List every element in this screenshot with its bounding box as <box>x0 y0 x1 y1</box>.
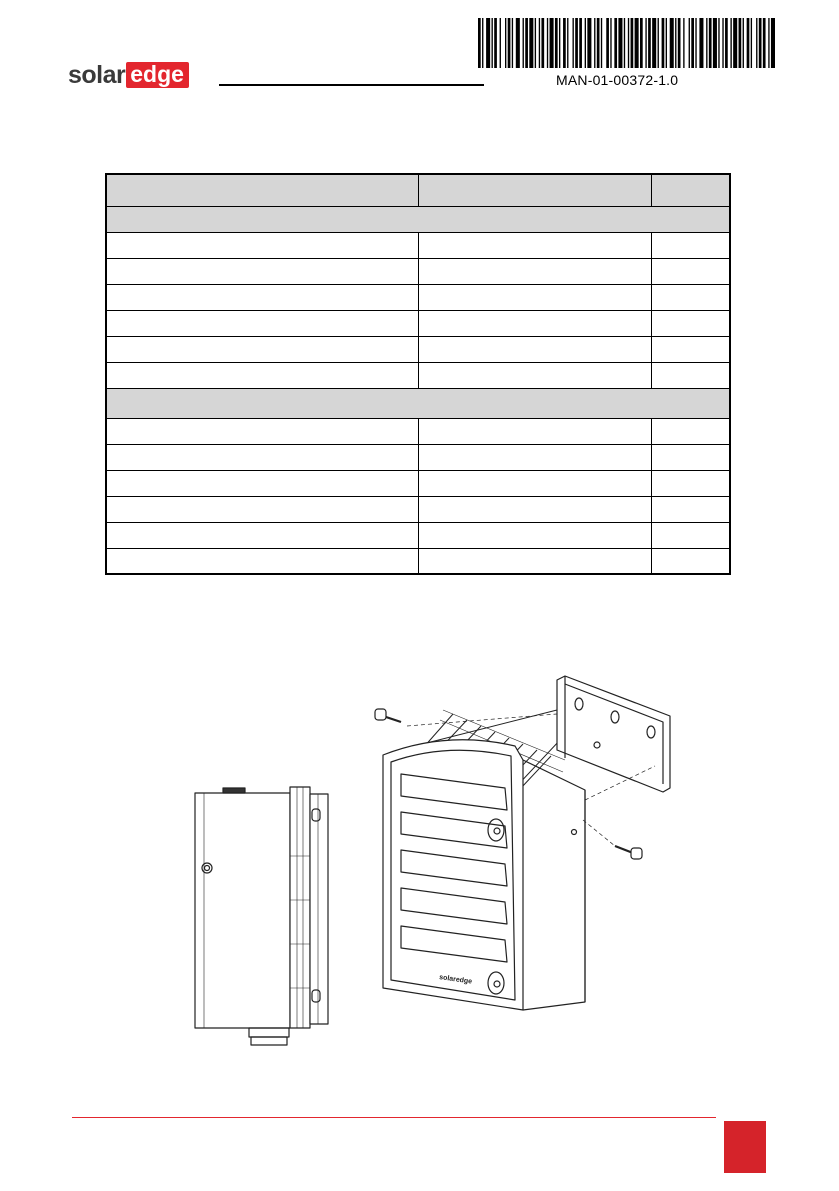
table-cell <box>106 284 418 310</box>
table-cell <box>418 310 651 336</box>
table-cell <box>651 496 730 522</box>
table-row <box>106 336 730 362</box>
barcode-bar <box>713 18 717 68</box>
barcode-bar <box>768 18 769 68</box>
barcode-bar <box>594 18 595 68</box>
table-cell <box>651 258 730 284</box>
barcode-bar <box>689 18 690 68</box>
barcode-bar <box>666 18 667 68</box>
table-cell <box>418 444 651 470</box>
barcode-bar <box>523 18 524 68</box>
barcode-bar <box>486 18 490 68</box>
barcode-bar <box>505 18 506 68</box>
table-row <box>106 418 730 444</box>
enclosure-logo-text: solaredge <box>438 974 473 986</box>
barcode-bar <box>585 18 586 68</box>
table-cell <box>651 310 730 336</box>
barcode-bar <box>563 18 566 68</box>
table-cell <box>651 470 730 496</box>
mounting-bracket-drawing <box>557 676 670 792</box>
section-title <box>106 388 730 418</box>
barcode-bar <box>699 18 703 68</box>
barcode-bar <box>635 18 639 68</box>
table-row <box>106 522 730 548</box>
barcode-bar <box>730 18 731 68</box>
barcode <box>478 18 776 68</box>
barcode-bar <box>541 18 544 68</box>
barcode-bar <box>529 18 533 68</box>
barcode-bar <box>652 18 656 68</box>
table-cell <box>651 548 730 574</box>
table-cell <box>418 258 651 284</box>
table-cell <box>418 470 651 496</box>
barcode-bar <box>573 18 574 68</box>
table-cell <box>418 522 651 548</box>
barcode-bar <box>508 18 511 68</box>
barcode-bar <box>525 18 528 68</box>
table-cell <box>651 362 730 388</box>
table-cell <box>418 496 651 522</box>
table-cell <box>418 284 651 310</box>
table-cell <box>651 444 730 470</box>
table-row <box>106 284 730 310</box>
barcode-bar <box>718 18 719 68</box>
table-row <box>106 310 730 336</box>
barcode-bar <box>631 18 634 68</box>
table-cell <box>106 470 418 496</box>
table-row <box>106 470 730 496</box>
barcode-bar <box>756 18 757 68</box>
barcode-bar <box>670 18 674 68</box>
table-cell <box>418 232 651 258</box>
barcode-bar <box>500 18 501 68</box>
barcode-bar <box>771 18 775 68</box>
barcode-bar <box>482 18 483 68</box>
barcode-bar <box>709 18 712 68</box>
barcode-bar <box>725 18 728 68</box>
device-mechanical-drawing <box>185 670 705 1050</box>
column-header <box>418 174 651 206</box>
barcode-bar <box>763 18 766 68</box>
barcode-bar <box>535 18 536 68</box>
barcode-bar <box>587 18 591 68</box>
barcode-bar <box>512 18 513 68</box>
table-row <box>106 444 730 470</box>
barcode-bar <box>739 18 742 68</box>
barcode-bar <box>662 18 665 68</box>
table-row <box>106 362 730 388</box>
barcode-bar <box>640 18 643 68</box>
barcode-bar <box>733 18 737 68</box>
logo-edge-text: edge <box>126 62 189 88</box>
table-cell <box>106 548 418 574</box>
barcode-bar <box>645 18 646 68</box>
barcode-bar <box>747 18 750 68</box>
table-cell <box>418 362 651 388</box>
barcode-bar <box>575 18 578 68</box>
barcode-bar <box>559 18 560 68</box>
side-view-drawing <box>195 787 328 1045</box>
solaredge-logo <box>68 58 189 88</box>
logo-solar-text: solar <box>68 61 126 89</box>
barcode-bar <box>706 18 707 68</box>
barcode-bar <box>624 18 625 68</box>
barcode-bar <box>579 18 582 68</box>
section-title <box>106 206 730 232</box>
table-cell <box>651 418 730 444</box>
column-header <box>651 174 730 206</box>
barcode-bar <box>567 18 568 68</box>
table-row <box>106 258 730 284</box>
footer-rule <box>72 1117 716 1118</box>
barcode-bar <box>547 18 548 68</box>
table-cell <box>106 522 418 548</box>
column-header <box>106 174 418 206</box>
barcode-bar <box>516 18 520 68</box>
table-cell <box>106 362 418 388</box>
barcode-bar <box>751 18 752 68</box>
table-row <box>106 232 730 258</box>
barcode-bar <box>610 18 611 68</box>
barcode-bar <box>539 18 540 68</box>
barcode-bar <box>597 18 600 68</box>
table-cell <box>106 232 418 258</box>
table-cell <box>418 548 651 574</box>
barcode-bar <box>618 18 622 68</box>
barcode-bar <box>478 18 481 68</box>
barcode-bar <box>550 18 554 68</box>
front-enclosure-drawing <box>383 740 585 1010</box>
table-cell <box>106 444 418 470</box>
document-code: MAN-01-00372-1.0 <box>556 72 679 88</box>
barcode-bar <box>759 18 762 68</box>
barcode-bar <box>658 18 659 68</box>
specification-table <box>105 173 731 575</box>
barcode-bar <box>628 18 629 68</box>
table-section-row <box>106 388 730 418</box>
table-cell <box>106 496 418 522</box>
table-cell <box>418 336 651 362</box>
table-cell <box>651 232 730 258</box>
table-cell <box>106 310 418 336</box>
table-section-row <box>106 206 730 232</box>
table-header-row <box>106 174 730 206</box>
table-cell <box>418 418 651 444</box>
barcode-bar <box>675 18 676 68</box>
table-cell <box>651 522 730 548</box>
table-cell <box>106 336 418 362</box>
barcode-bar <box>683 18 684 68</box>
table-row <box>106 496 730 522</box>
page-number-tab <box>724 1121 766 1173</box>
barcode-bar <box>691 18 694 68</box>
table-cell <box>106 258 418 284</box>
barcode-bar <box>648 18 651 68</box>
header-rule <box>219 84 484 86</box>
table-cell <box>106 418 418 444</box>
barcode-bar <box>606 18 609 68</box>
barcode-bar <box>614 18 617 68</box>
barcode-bar <box>695 18 696 68</box>
table-row <box>106 548 730 574</box>
barcode-bar <box>492 18 493 68</box>
barcode-bar <box>722 18 723 68</box>
barcode-bar <box>743 18 744 68</box>
barcode-bar <box>494 18 497 68</box>
table-cell <box>651 336 730 362</box>
barcode-bar <box>601 18 602 68</box>
table-cell <box>651 284 730 310</box>
barcode-bar <box>555 18 558 68</box>
barcode-bar <box>678 18 681 68</box>
